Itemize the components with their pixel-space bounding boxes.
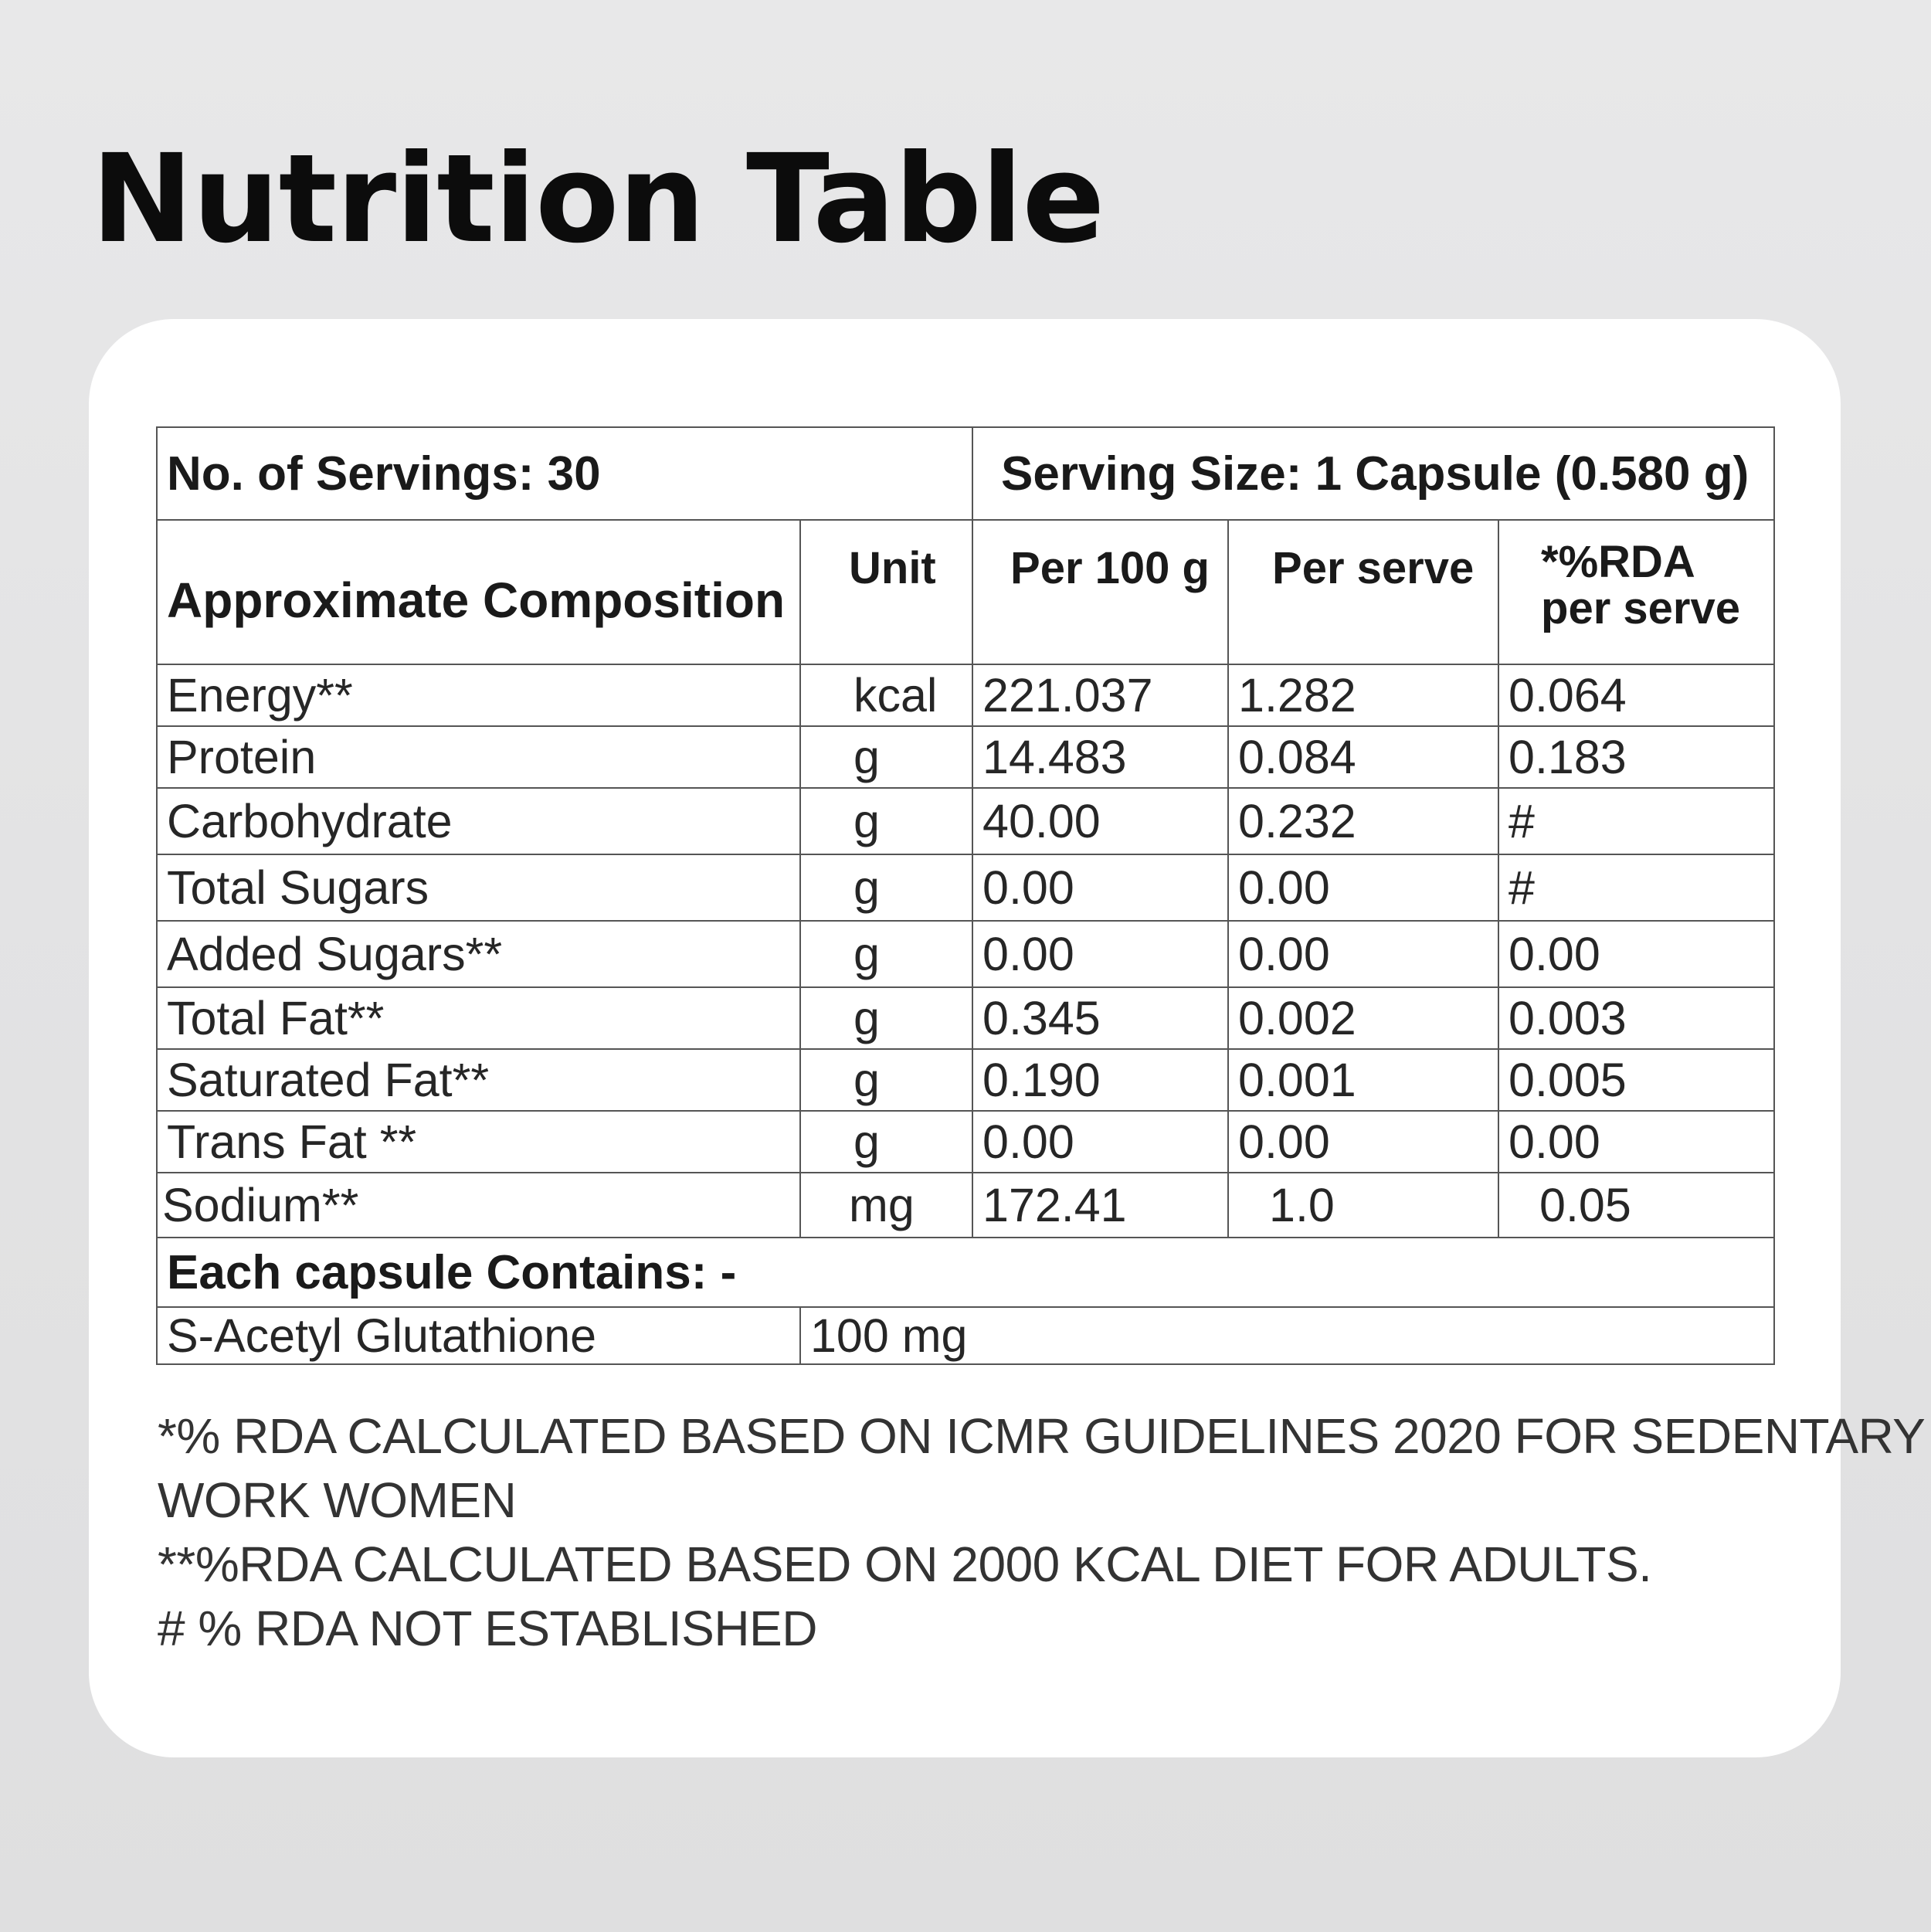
header-per-100g: Per 100 g [972, 520, 1228, 664]
nutrient-per-serve: 1.0 [1228, 1173, 1498, 1238]
ingredient-name: S-Acetyl Glutathione [157, 1307, 800, 1364]
nutrient-name: Carbohydrate [157, 788, 800, 854]
header-rda-per-serve [1498, 520, 1774, 664]
table-row [157, 854, 1774, 921]
nutrient-unit: g [800, 854, 972, 921]
contains-label: Each capsule Contains: - [157, 1238, 1774, 1307]
nutrient-rda: 0.003 [1498, 987, 1774, 1049]
nutrient-per-100g: 0.00 [972, 854, 1228, 921]
nutrient-unit: g [800, 788, 972, 854]
nutrient-per-serve: 0.084 [1228, 726, 1498, 788]
ingredient-row [157, 1307, 1774, 1364]
nutrition-table [156, 426, 1775, 1365]
footnote-rda-icmr: *% RDA CALCULATED BASED ON ICMR GUIDELINES 2020 FOR SEDENTARY [158, 1408, 1926, 1464]
servings-count: No. of Servings: 30 [157, 427, 972, 520]
nutrient-per-serve: 0.232 [1228, 788, 1498, 854]
nutrition-table-body [157, 427, 1774, 1364]
nutrient-per-100g: 0.190 [972, 1049, 1228, 1111]
contains-row [157, 1238, 1774, 1307]
nutrient-per-100g: 0.00 [972, 1111, 1228, 1173]
nutrient-unit: kcal [800, 664, 972, 726]
nutrient-name: Energy** [157, 664, 800, 726]
ingredient-amount: 100 mg [800, 1307, 1774, 1364]
table-row [157, 1111, 1774, 1173]
nutrient-per-100g: 0.345 [972, 987, 1228, 1049]
nutrient-rda: 0.00 [1498, 1111, 1774, 1173]
nutrient-unit: g [800, 921, 972, 987]
nutrient-rda: 0.00 [1498, 921, 1774, 987]
nutrient-name: Sodium** [157, 1173, 800, 1238]
header-row [157, 520, 1774, 664]
table-row [157, 1173, 1774, 1238]
nutrient-per-100g: 0.00 [972, 921, 1228, 987]
header-per-serve: Per serve [1228, 520, 1498, 664]
table-row [157, 1049, 1774, 1111]
table-row [157, 726, 1774, 788]
nutrient-name: Total Sugars [157, 854, 800, 921]
header-rda-line2: per serve [1541, 583, 1740, 633]
footnote-rda-kcal: **%RDA CALCULATED BASED ON 2000 KCAL DIET FOR ADULTS. [158, 1536, 1652, 1592]
nutrient-per-serve: 0.00 [1228, 921, 1498, 987]
header-unit: Unit [800, 520, 972, 664]
nutrient-rda: 0.183 [1498, 726, 1774, 788]
nutrient-per-100g: 172.41 [972, 1173, 1228, 1238]
footnote-rda-not-established: # % RDA NOT ESTABLISHED [158, 1601, 817, 1656]
nutrient-per-100g: 40.00 [972, 788, 1228, 854]
header-composition: Approximate Composition [157, 520, 800, 664]
nutrient-unit: g [800, 726, 972, 788]
nutrient-per-serve: 0.00 [1228, 1111, 1498, 1173]
nutrient-name: Trans Fat ** [157, 1111, 800, 1173]
nutrient-per-100g: 14.483 [972, 726, 1228, 788]
nutrient-rda: 0.005 [1498, 1049, 1774, 1111]
nutrient-per-100g: 221.037 [972, 664, 1228, 726]
nutrient-rda: # [1498, 788, 1774, 854]
servings-row [157, 427, 1774, 520]
nutrient-name: Protein [157, 726, 800, 788]
nutrient-unit: g [800, 1049, 972, 1111]
page-title: Nutrition Table [91, 128, 1105, 270]
header-rda-line1: *%RDA [1541, 537, 1695, 587]
nutrient-unit: mg [800, 1173, 972, 1238]
nutrient-unit: g [800, 987, 972, 1049]
serving-size: Serving Size: 1 Capsule (0.580 g) [972, 427, 1774, 520]
table-row [157, 921, 1774, 987]
nutrient-name: Added Sugars** [157, 921, 800, 987]
table-row [157, 987, 1774, 1049]
nutrient-rda: 0.05 [1498, 1173, 1774, 1238]
nutrient-name: Total Fat** [157, 987, 800, 1049]
nutrient-rda: # [1498, 854, 1774, 921]
table-row [157, 788, 1774, 854]
table-row [157, 664, 1774, 726]
nutrient-name: Saturated Fat** [157, 1049, 800, 1111]
nutrient-per-serve: 1.282 [1228, 664, 1498, 726]
footnotes [158, 1404, 1926, 1661]
nutrient-unit: g [800, 1111, 972, 1173]
footnote-rda-icmr-continued: WORK WOMEN [158, 1472, 517, 1528]
nutrient-per-serve: 0.00 [1228, 854, 1498, 921]
nutrient-rda: 0.064 [1498, 664, 1774, 726]
nutrient-per-serve: 0.002 [1228, 987, 1498, 1049]
nutrient-per-serve: 0.001 [1228, 1049, 1498, 1111]
